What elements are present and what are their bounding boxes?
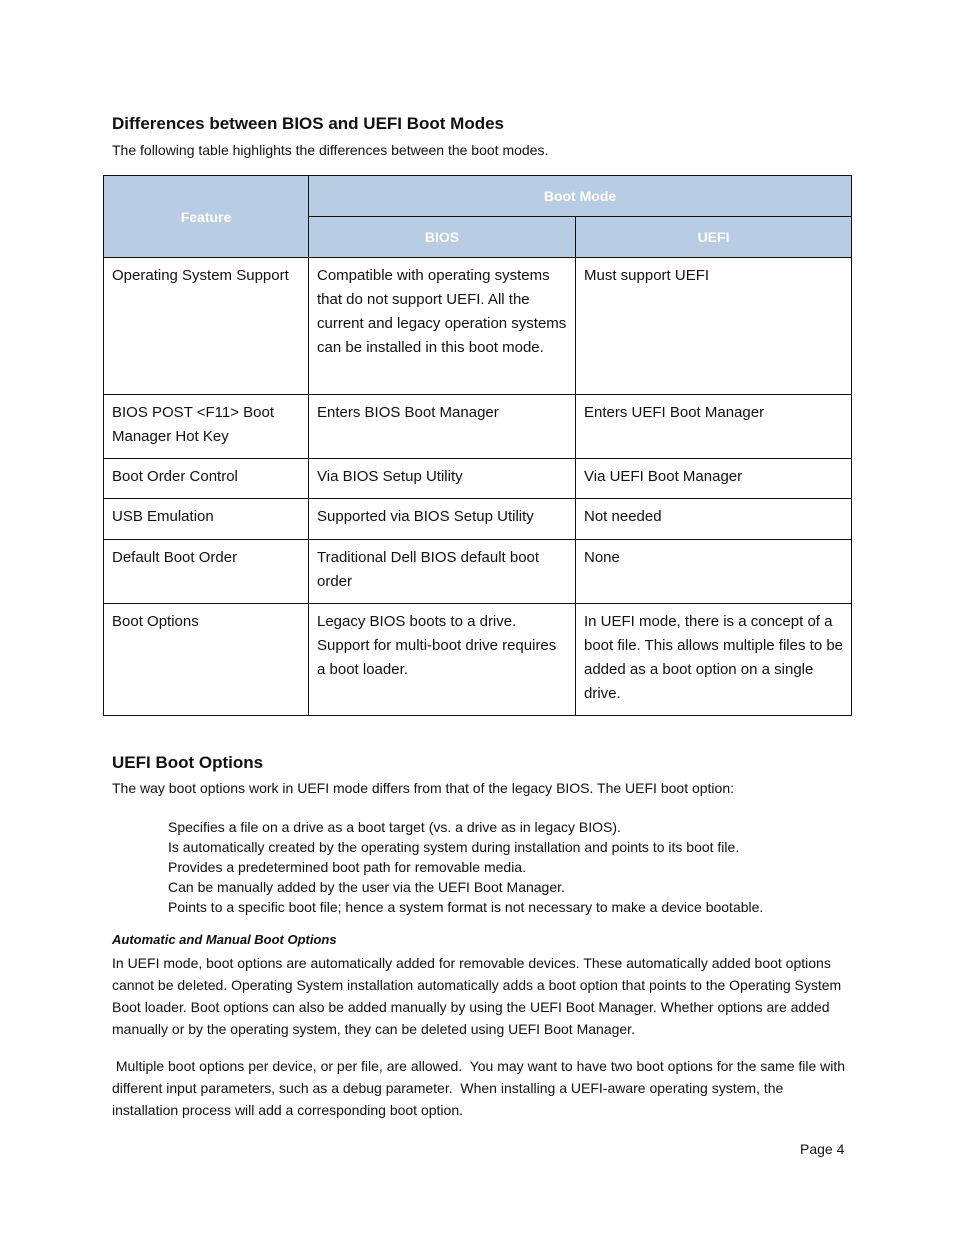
feature-cell: USB Emulation [104,499,309,540]
table-row [104,604,852,716]
bios-cell: Via BIOS Setup Utility [309,459,576,499]
section-title-differences: Differences between BIOS and UEFI Boot Modes [112,114,505,133]
uefi-cell: Enters UEFI Boot Manager [576,395,852,459]
table-row [104,459,852,499]
section-title-uefi-boot-options: UEFI Boot Options [112,753,264,772]
list-item: Can be manually added by the user via the UEFI Boot Manager. [168,879,565,895]
uefi-cell: Via UEFI Boot Manager [576,459,852,499]
paragraph: In UEFI mode, boot options are automatically added for removable devices. These automatically added boot options cannot be deleted. Operating System installation automatically adds a boot option that points to the Operating System Boot loader. Boot options can also be added manually by using the UEFI Boot Manager. Whether options are added manually or by the operating system, they can be deleted using UEFI Boot Manager. [112,955,842,1037]
uefi-cell: Must support UEFI [576,258,852,395]
table-row [104,540,852,604]
paragraph: Multiple boot options per device, or per file, are allowed. You may want to have two boot options for the same file with different input parameters, such as a debug parameter. When installing a UEFI-aware operating system, the installation process will add a corresponding boot option. [112,1058,849,1118]
subsection-title: Automatic and Manual Boot Options [112,932,337,947]
boot-mode-header: Boot Mode [309,176,852,217]
uefi-cell: Not needed [576,499,852,540]
feature-cell: Boot Order Control [104,459,309,499]
feature-cell: Default Boot Order [104,540,309,604]
bios-cell: Enters BIOS Boot Manager [309,395,576,459]
list-item: Points to a specific boot file; hence a system format is not necessary to make a device bootable. [168,899,764,915]
comparison-table [103,175,852,716]
uefi-cell: None [576,540,852,604]
page-number: Page 4 [800,1141,845,1157]
boot-option-list [168,817,763,917]
bios-cell: Legacy BIOS boots to a drive. Support for multi-boot drive requires a boot loader. [309,604,576,716]
uefi-cell: In UEFI mode, there is a concept of a boot file. This allows multiple files to be added as a boot option on a single drive. [576,604,852,716]
feature-cell: BIOS POST <F11> Boot Manager Hot Key [104,395,309,459]
list-item: Specifies a file on a drive as a boot target (vs. a drive as in legacy BIOS). [168,819,621,835]
feature-cell: Operating System Support [104,258,309,395]
feature-cell: Boot Options [104,604,309,716]
uefi-header: UEFI [576,217,852,258]
bios-cell: Compatible with operating systems that do not support UEFI. All the current and legacy operation systems can be installed in this boot mode. [309,258,576,395]
table-row [104,258,852,395]
feature-header: Feature [104,176,309,258]
list-item: Is automatically created by the operating system during installation and points to its boot file. [168,839,740,855]
section-intro-uefi: The way boot options work in UEFI mode differs from that of the legacy BIOS. The UEFI boot option: [112,780,735,796]
bios-header: BIOS [309,217,576,258]
table-row [104,395,852,459]
bios-cell: Supported via BIOS Setup Utility [309,499,576,540]
section-intro: The following table highlights the differences between the boot modes. [112,142,549,158]
table-row [104,499,852,540]
bios-cell: Traditional Dell BIOS default boot order [309,540,576,604]
list-item: Provides a predetermined boot path for removable media. [168,859,526,875]
